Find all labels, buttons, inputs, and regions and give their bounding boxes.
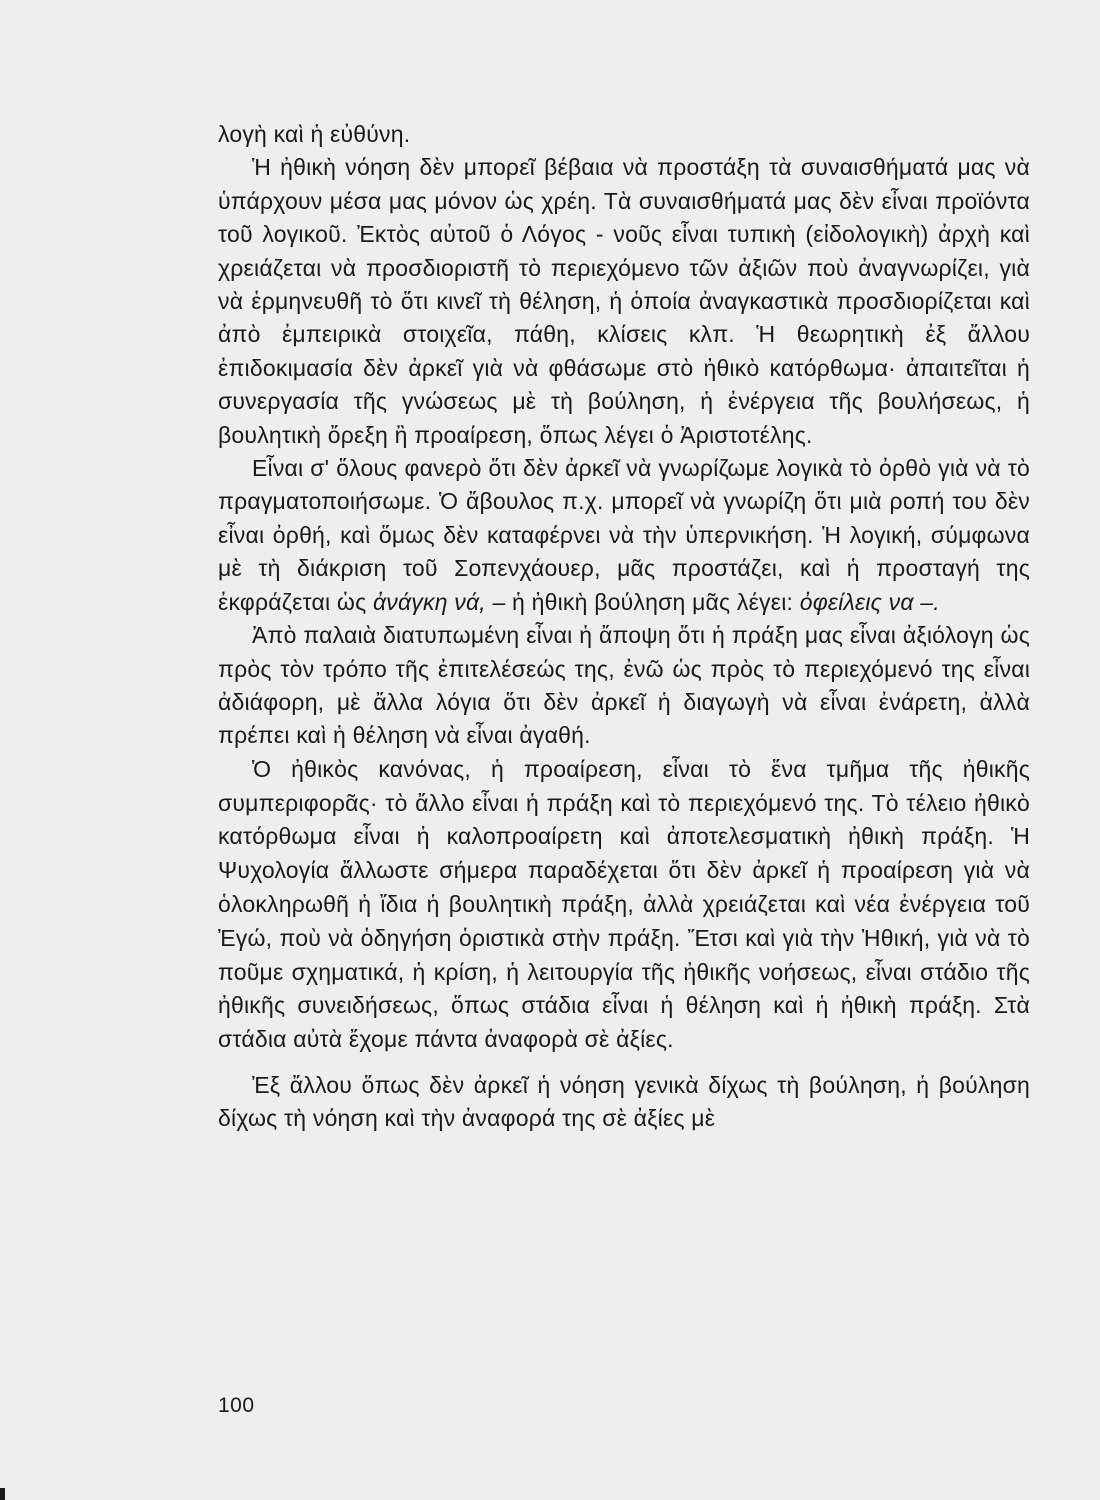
paragraph-3-text: Εἶναι σ' ὅλους φανερὸ ὅτι δὲν ἀρκεῖ νὰ γνωρίζωμε λογικὰ τὸ ὀρθὸ γιὰ νὰ τὸ πραγματοποιήσωμε. Ὁ ἄβουλος π.χ. μπορεῖ νὰ γνωρίζη ὅτι μιὰ ροπή του δὲν εἶναι ὀρθή, καὶ ὅμως δὲν καταφέρνει νὰ τὴν ὑπερνικήση. Ἡ λογική, σύμφωνα μὲ τὴ διάκριση τοῦ Σοπενχάουερ, μᾶς προστάζει, καὶ ἡ προσταγή της ἐκφράζεται ὡς	[218, 455, 1030, 615]
paragraph-3-middle: – ἡ ἠθικὴ βούληση μᾶς λέγει:	[485, 588, 800, 615]
page-number: 100	[218, 1394, 255, 1417]
paragraph-5: Ὁ ἠθικὸς κανόνας, ἡ προαίρεση, εἶναι τὸ ἕνα τμῆμα τῆς ἠθικῆς συμπεριφορᾶς· τὸ ἄλλο εἶναι ἡ πράξη καὶ τὸ περιεχόμενό της. Τὸ τέλειο ἠθικὸ κατόρθωμα εἶναι ἡ καλοπροαίρετη καὶ ἀποτελεσματικὴ ἠθικὴ πράξη. Ἡ Ψυχολογία ἄλλωστε σήμερα παραδέχεται ὅτι δὲν ἀρκεῖ ἡ προαίρεση γιὰ νὰ ὁλοκληρωθῆ ἡ ἴδια ἡ βουλητικὴ πράξη, ἀλλὰ χρειάζεται καὶ νέα ἐνέργεια τοῦ Ἐγώ, ποὺ νὰ ὁδηγήση ὁριστικὰ στὴν πράξη. Ἔτσι καὶ γιὰ τὴν Ἠθική, γιὰ νὰ τὸ ποῦμε σχηματικά, ἡ κρίση, ἡ λειτουργία τῆς ἠθικῆς νοήσεως, εἶναι στάδιο τῆς ἠθικῆς συνειδήσεως, ὅπως στάδια εἶναι ἡ θέληση καὶ ἡ ἠθικὴ πράξη. Στὰ στάδια αὐτὰ ἔχομε πάντα ἀναφορὰ σὲ ἀξίες.	[218, 755, 1030, 1053]
paragraph-3-italic-phrase-b: ὀφείλεις να –.	[799, 588, 940, 615]
scan-edge-mark	[0, 1488, 5, 1500]
paragraph-1: λογὴ καὶ ἡ εὐθύνη.	[218, 121, 411, 147]
paragraph-4: Ἀπὸ παλαιὰ διατυπωμένη εἶναι ἡ ἄποψη ὅτι ἡ πράξη μας εἶναι ἀξιόλογη ὡς πρὸς τὸν τρόπο τῆς ἐπιτελέσεώς της, ἐνῶ ὡς πρὸς τὸ περιεχόμενό της εἶναι ἀδιάφορη, μὲ ἄλλα λόγια ὅτι δὲν ἀρκεῖ ἡ διαγωγὴ νὰ εἶναι ἐνάρετη, ἀλλὰ πρέπει καὶ ἡ θέληση νὰ εἶναι ἀγαθή.	[218, 622, 1030, 749]
paragraph-6: Ἐξ ἄλλου ὅπως δὲν ἀρκεῖ ἡ νόηση γενικὰ δίχως τὴ βούληση, ἡ βούληση δίχως τὴ νόηση καὶ τὴν ἀναφορά της σὲ ἀξίες μὲ	[218, 1071, 1030, 1132]
paragraph-2: Ἡ ἠθικὴ νόηση δὲν μπορεῖ βέβαια νὰ προστάξη τὰ συναισθήματά μας νὰ ὑπάρχουν μέσα μας μόνον ὡς χρέη. Τὰ συναισθήματά μας δὲν εἶναι προϊόντα τοῦ λογικοῦ. Ἐκτὸς αὐτοῦ ὁ Λόγος - νοῦς εἶναι τυπικὴ (εἰδολογικὴ) ἀρχὴ καὶ χρειάζεται νὰ προσδιοριστῆ τὸ περιεχόμενο τῶν ἀξιῶν ποὺ ἀναγνωρίζει, γιὰ νὰ ἑρμηνευθῆ τὸ ὅτι κινεῖ τὴ θέληση, ἡ ὁποία ἀναγκαστικὰ προσδιορίζεται καὶ ἀπὸ ἐμπειρικὰ στοιχεῖα, πάθη, κλίσεις κλπ. Ἡ θεωρητικὴ ἐξ ἄλλου ἐπιδοκιμασία δὲν ἀρκεῖ γιὰ νὰ φθάσωμε στὸ ἠθικὸ κατόρθωμα· ἀπαιτεῖται ἡ συνεργασία τῆς γνώσεως μὲ τὴ βούληση, ἡ ἐνέργεια τῆς βουλήσεως, ἡ βουλητικὴ ὄρεξη ἢ προαίρεση, ὅπως λέγει ὁ Ἀριστοτέλης.	[218, 154, 1030, 448]
body-text	[218, 118, 1030, 1136]
paragraph-3-italic-phrase-a: ἀνάγκη νά,	[372, 588, 486, 615]
paragraph-3	[218, 452, 1030, 619]
